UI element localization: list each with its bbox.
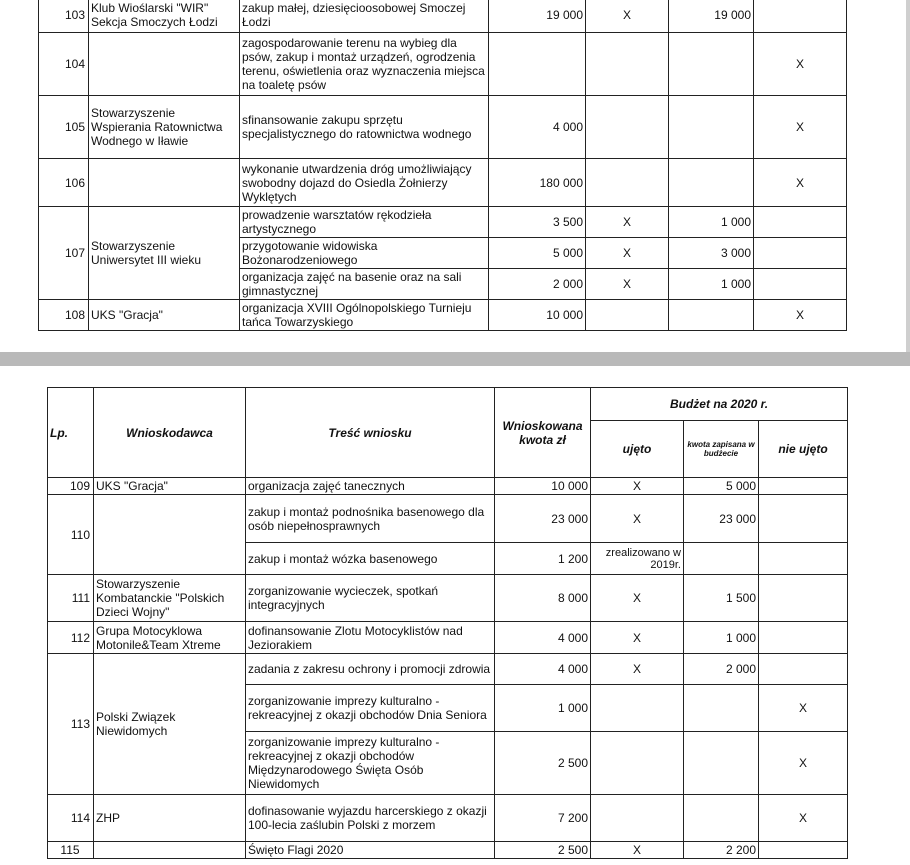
not-taken-cell [754,0,847,33]
budget-cell [669,159,754,207]
lp-cell: 110 [48,495,94,575]
not-taken-cell: X [754,96,847,159]
amount-cell: 8 000 [495,575,591,622]
amount-cell: 19 000 [489,0,586,33]
lp-cell: 113 [48,654,94,795]
table-row [48,622,848,654]
taken-cell [591,795,684,842]
description-cell: sfinansowanie zakupu sprzętu specjalistycznego do ratownictwa wodnego [240,96,489,159]
applicant-cell [89,33,240,96]
description-cell: zorganizowanie wycieczek, spotkań integracyjnych [246,575,495,622]
table-row [48,478,848,495]
amount-cell: 1 000 [495,685,591,732]
page-separator [0,352,910,366]
not-taken-cell [759,842,848,859]
amount-cell: 5 000 [489,238,586,269]
taken-cell [586,159,669,207]
taken-cell: X [591,654,684,685]
table-row [39,33,847,96]
budget-cell: 1 000 [669,207,754,238]
description-cell: przygotowanie widowiska Bożonarodzeniowego [240,238,489,269]
budget-cell [669,96,754,159]
table-row [39,0,847,33]
description-cell: zorganizowanie imprezy kulturalno - rekreacyjnej z okazji obchodów Dnia Seniora [246,685,495,732]
budget-cell: 23 000 [684,495,759,543]
applicant-cell: Stowarzyszenie Wspierania Ratownictwa Wodnego w Iławie [89,96,240,159]
amount-cell: 2 500 [495,842,591,859]
not-taken-cell [759,543,848,575]
amount-cell [489,33,586,96]
applicant-cell [94,842,246,859]
amount-cell: 2 500 [495,732,591,795]
description-cell: zakup małej, dziesięcioosobowej Smoczej Łodzi [240,0,489,33]
taken-cell: X [591,622,684,654]
applicant-cell: UKS "Gracja" [94,478,246,495]
amount-cell: 10 000 [489,300,586,331]
table-row [48,654,848,685]
applicant-cell [94,495,246,575]
not-taken-cell [754,269,847,300]
not-taken-cell [759,654,848,685]
taken-cell: X [586,238,669,269]
taken-cell [586,96,669,159]
not-taken-cell: X [759,685,848,732]
lp-cell: 106 [39,159,89,207]
applicant-cell: Stowarzyszenie Kombatanckie "Polskich Dzieci Wojny" [94,575,246,622]
amount-cell: 1 200 [495,543,591,575]
document-page-top [0,0,910,352]
amount-cell: 4 000 [495,654,591,685]
table-row [39,96,847,159]
header-taken: ujęto [591,421,684,478]
taken-cell: X [591,478,684,495]
lp-cell: 105 [39,96,89,159]
page-edge [906,0,910,352]
amount-cell: 4 000 [495,622,591,654]
table-row [48,795,848,842]
applicant-cell: Grupa Motocyklowa Motonile&Team Xtreme [94,622,246,654]
lp-cell: 107 [39,207,89,300]
taken-cell [586,33,669,96]
description-cell: organizacja XVIII Ogólnopolskiego Turnieju tańca Towarzyskiego [240,300,489,331]
amount-cell: 2 000 [489,269,586,300]
table-header-row [48,388,848,421]
table-row [48,575,848,622]
table-row [39,159,847,207]
not-taken-cell [759,622,848,654]
budget-table-bottom [47,387,848,859]
header-budget-group: Budżet na 2020 r. [591,388,848,421]
budget-cell: 2 200 [684,842,759,859]
description-cell: dofinasowanie wyjazdu harcerskiego z okazji 100-lecia zaślubin Polski z morzem [246,795,495,842]
budget-cell [669,300,754,331]
header-lp: Lp. [48,388,94,478]
taken-cell [591,732,684,795]
lp-cell: 115 [48,842,94,859]
amount-cell: 7 200 [495,795,591,842]
description-cell: dofinansowanie Zlotu Motocyklistów nad Jeziorakiem [246,622,495,654]
not-taken-cell [754,238,847,269]
lp-cell: 104 [39,33,89,96]
not-taken-cell [759,478,848,495]
not-taken-cell: X [754,300,847,331]
table-row [39,207,847,238]
applicant-cell: Klub Wioślarski "WIR" Sekcja Smoczych Łodzi [89,0,240,33]
description-cell: prowadzenie warsztatów rękodzieła artystycznego [240,207,489,238]
budget-cell: 19 000 [669,0,754,33]
amount-cell: 23 000 [495,495,591,543]
table-row [39,300,847,331]
lp-cell: 111 [48,575,94,622]
amount-cell: 4 000 [489,96,586,159]
header-not-taken: nie ujęto [759,421,848,478]
header-description: Treść wniosku [246,388,495,478]
budget-cell: 2 000 [684,654,759,685]
amount-cell: 10 000 [495,478,591,495]
not-taken-cell [754,207,847,238]
applicant-cell: Polski Związek Niewidomych [94,654,246,795]
not-taken-cell: X [759,732,848,795]
budget-cell: 1 000 [669,269,754,300]
description-cell: wykonanie utwardzenia dróg umożliwiający swobodny dojazd do Osiedla Żołnierzy Wyklętych [240,159,489,207]
not-taken-cell [759,495,848,543]
description-cell: zorganizowanie imprezy kulturalno - rekreacyjnej z okazji obchodów Międzynarodowego Święta Osób Niewidomych [246,732,495,795]
lp-cell: 108 [39,300,89,331]
header-applicant: Wnioskodawca [94,388,246,478]
budget-cell [684,543,759,575]
taken-cell: X [591,842,684,859]
description-cell: zakup i montaż podnośnika basenowego dla osób niepełnosprawnych [246,495,495,543]
applicant-cell: UKS "Gracja" [89,300,240,331]
table-row [48,495,848,543]
table-row [48,842,848,859]
description-cell: organizacja zajęć tanecznych [246,478,495,495]
description-cell: zagospodarowanie terenu na wybieg dla psów, zakup i montaż urządzeń, ogrodzenia terenu, oświetlenia oraz wyznaczenia miejsca na toaletę psów [240,33,489,96]
description-cell: organizacja zajęć na basenie oraz na sali gimnastycznej [240,269,489,300]
not-taken-cell: X [759,795,848,842]
taken-cell: X [586,207,669,238]
taken-cell: X [591,575,684,622]
budget-cell [684,795,759,842]
applicant-cell [89,159,240,207]
taken-cell: zrealizowano w 2019r. [591,543,684,575]
budget-cell [684,685,759,732]
amount-cell: 180 000 [489,159,586,207]
not-taken-cell [759,575,848,622]
budget-cell: 1 000 [684,622,759,654]
not-taken-cell: X [754,159,847,207]
lp-cell: 112 [48,622,94,654]
header-budget-amount: kwota zapisana w budżecie [684,421,759,478]
amount-cell: 3 500 [489,207,586,238]
description-cell: Święto Flagi 2020 [246,842,495,859]
taken-cell [591,685,684,732]
applicant-cell: ZHP [94,795,246,842]
header-amount: Wnioskowana kwota zł [495,388,591,478]
description-cell: zakup i montaż wózka basenowego [246,543,495,575]
document-page-bottom [0,366,910,865]
taken-cell [586,300,669,331]
lp-cell: 109 [48,478,94,495]
budget-cell: 3 000 [669,238,754,269]
applicant-cell: Stowarzyszenie Uniwersytet III wieku [89,207,240,300]
taken-cell: X [586,269,669,300]
lp-cell: 103 [39,0,89,33]
not-taken-cell: X [754,33,847,96]
budget-cell: 1 500 [684,575,759,622]
lp-cell: 114 [48,795,94,842]
description-cell: zadania z zakresu ochrony i promocji zdrowia [246,654,495,685]
budget-table-top [38,0,847,331]
budget-cell [684,732,759,795]
taken-cell: X [586,0,669,33]
budget-cell [669,33,754,96]
taken-cell: X [591,495,684,543]
budget-cell: 5 000 [684,478,759,495]
